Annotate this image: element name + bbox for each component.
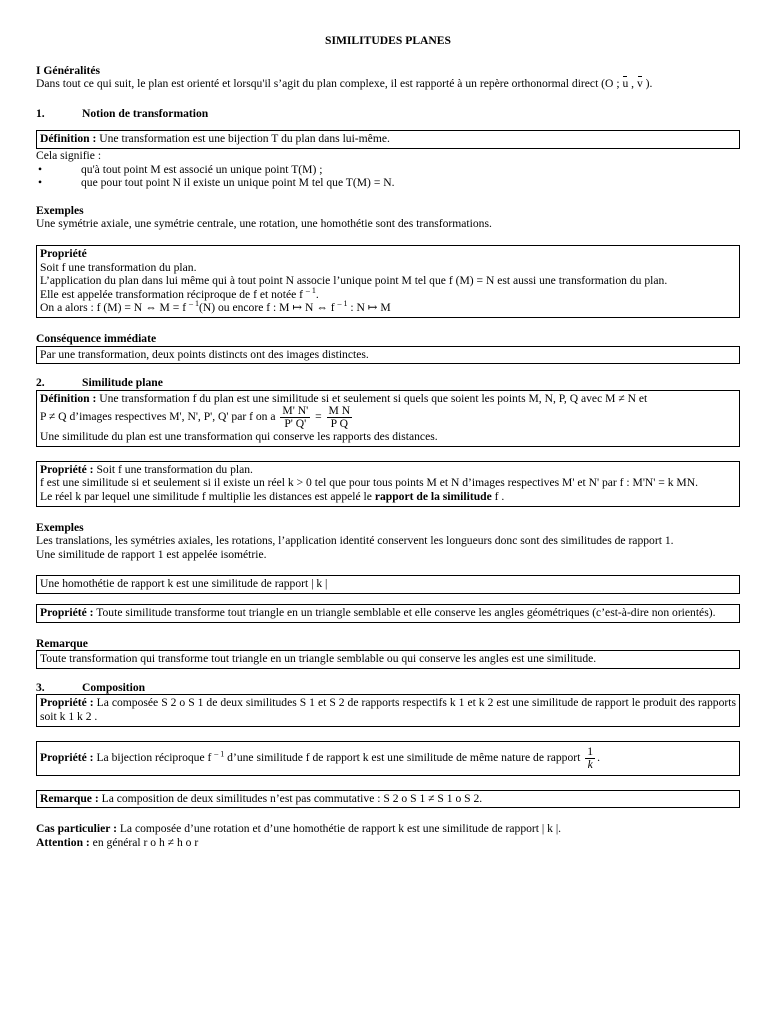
document [36,34,740,849]
remark-commutativity-box: Remarque : La composition de deux similitudes n’est pas commutative : S 2 o S 1 ≠ S 1 o S 2. [36,790,740,809]
property-inverse-similitude-box: Propriété : La bijection réciproque f $^{- 1}$ d’une similitude f de rapport k est une similitude de même nature de rapport $\frac{1}{k}$ . [36,741,740,776]
examples-heading: Exemples [36,203,84,217]
cela-signifie: Cela signifie : [36,148,102,162]
attention-note: Attention : en général r o h ≠ h o r [36,835,199,849]
section-3-heading: 3. Composition [36,680,146,694]
fraction-primes: $\frac{M' N'}{P' Q'}$ [282,404,309,431]
part1-intro: Dans tout ce qui suit, le plan est orienté et lorsqu'il s’agit du plan complexe, il est rapporté à un repère orthonormal direct (O ; u , v ). [36,77,653,91]
property-composition-box: Propriété : La composée S 2 o S 1 de deux similitudes S 1 et S 2 de rapports respectifs k 1 et k 2 est une similitude de rapport le produit des rapports soit k 1 k 2 . [36,694,740,726]
examples-2-heading: Exemples [36,520,84,534]
page-title: SIMILITUDES PLANES [325,34,451,47]
part1-heading: I Généralités [36,63,101,77]
bullet-item: • qu'à tout point M est associé un unique point T(M) ; [36,163,740,177]
special-case: Cas particulier : La composée d’une rotation et d’une homothétie de rapport k est une similitude de rapport | k |. [36,822,562,836]
section-2-heading: 2. Similitude plane [36,376,163,390]
bullet-item: • que pour tout point N il existe un unique point M tel que T(M) = N. [36,176,740,190]
consequence-heading: Conséquence immédiate [36,331,157,345]
property-inverse-box: Propriété Soit f une transformation du plan. L’application du plan dans lui même qui à tout point N associe l’unique point M tel que f (M) = N est aussi une transformation du plan. Elle est appelée transformation réciproque de f et notée f $^{- 1}$. On a alors : f (M) = N ⇔ M = f $^{- 1}$(N) ou encore f : M ↦ N ⇔ f $^{- 1}$ : N ↦ M [36,245,740,318]
homothety-box: Une homothétie de rapport k est une similitude de rapport | k | [36,575,740,594]
vector-u: u [622,77,629,91]
definition-similitude-box: Définition : Une transformation f du plan est une similitude si et seulement si quels que soient les points M, N, P, Q avec M ≠ N et P ≠ Q d’images respectives M', N', P', Q' par f on a $\frac{M' N'}{P' Q'}$ = $\frac{\text{M N}}{\text{P Q}}$ Une similitude du plan est une transformation qui conserve les rapports des distances. [36,390,740,447]
property-triangle-box: Propriété : Toute similitude transforme tout triangle en un triangle semblable et elle conserve les angles géométriques (c’est-à-dire non orientés). [36,604,740,623]
examples-2-text: Les translations, les symétries axiales, les rotations, l’application identité conservent les longueurs donc sont des similitudes de rapport 1. [36,534,674,548]
vector-v: v [636,77,643,91]
isometry-text: Une similitude de rapport 1 est appelée isométrie. [36,547,267,561]
fraction-points: $\frac{\text{M N}}{\text{P Q}}$ [328,404,351,431]
remark-box: Toute transformation qui transforme tout triangle en un triangle semblable ou qui conserve les angles est une similitude. [36,650,740,669]
examples-text: Une symétrie axiale, une symétrie centrale, une rotation, une homothétie sont des transformations. [36,217,492,231]
section-1-heading: 1. Notion de transformation [36,106,209,120]
fraction-one-over-k: $\frac{1}{k}$ [587,744,594,771]
definition-transformation-box: Définition : Une transformation est une bijection T du plan dans lui-même. [36,130,740,149]
property-ratio-box: Propriété : Soit f une transformation du plan. f est une similitude si et seulement si il existe un réel k > 0 tel que pour tous points M et N d’images respectives M' et N' par f : M'N' = k MN. Le réel k par lequel une similitude f multiplie les distances est appelé le rapport de la similitude f . [36,461,740,507]
remark-heading: Remarque [36,636,88,650]
consequence-box: Par une transformation, deux points distincts ont des images distinctes. [36,346,740,365]
